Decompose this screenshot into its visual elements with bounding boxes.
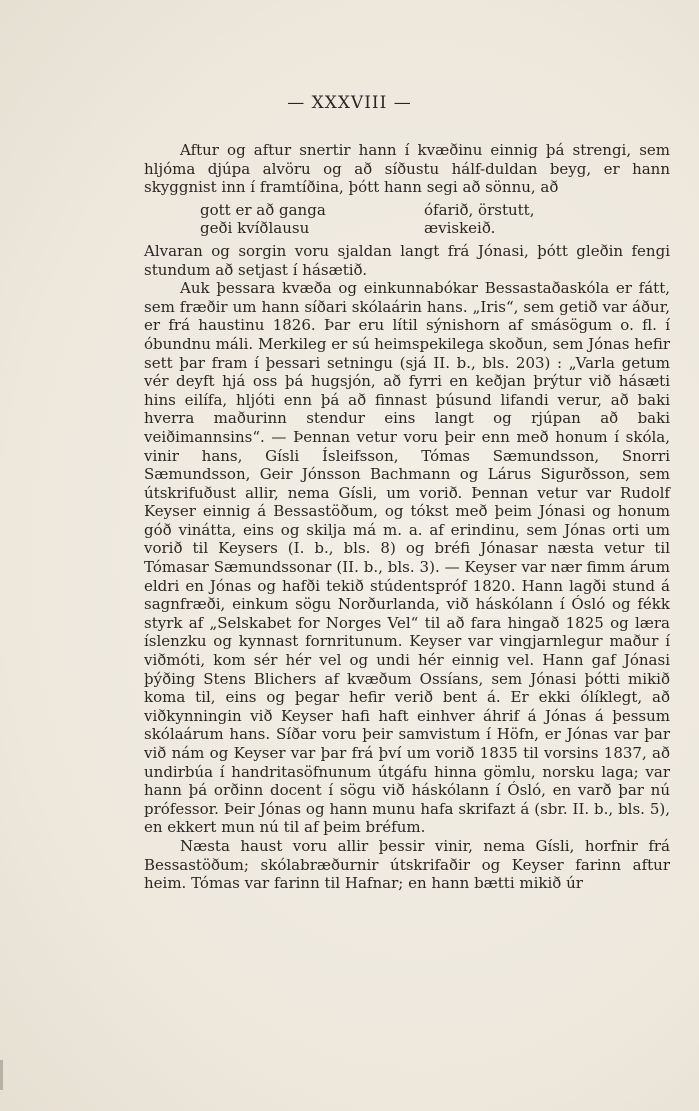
body-text — [144, 141, 670, 893]
page-header: — XXXVIII — — [287, 93, 412, 113]
paragraph-keyser: Auk þessara kvæða og einkunnabókar Bessastaðaskóla er fátt, sem fræðir um hann síðari skólaárin hans. „Iris“, sem getið var áður, er frá haustinu 1826. Þar eru lítil sýnishorn af smásögum o. fl. í óbundnu máli. Merkileg er sú heimspekilega skoðun, sem Jónas hefir sett þar fram í þessari setningu (sjá II. b., bls. 203) : „Varla getum vér deyft hjá oss þá hugsjón, að fyrri en keðjan þrýtur við hásæti hins eilífa, hljóti enn þá að finnast þúsund lifandi verur, að baki hverra maðurinn stendur eins langt og rjúpan að baki veiðimannsins“. — Þennan vetur voru þeir enn með honum í skóla, vinir hans, Gísli Ísleifsson, Tómas Sæmundsson, Snorri Sæmundsson, Geir Jónsson Bachmann og Lárus Sigurðsson, sem útskrifuðust allir, nema Gísli, um vorið. Þennan vetur var Rudolf Keyser einnig á Bessastöðum, og tókst með þeim Jónasi og honum góð vinátta, eins og skilja má m. a. af erindinu, sem Jónas orti um vorið til Keysers (I. b., bls. 8) og bréfi Jónasar næsta vetur til Tómasar Sæmundssonar (II. b., bls. 3). — Keyser var nær fimm árum eldri en Jónas og hafði tekið stúdentspróf 1820. Hann lagði stund á sagnfræði, einkum sögu Norðurlanda, við háskólann í Ósló og fékk styrk af „Selskabet for Norges Vel“ til að fara hingað 1825 og læra íslenzku og kynnast fornritunum. Keyser var vingjarnlegur maður í viðmóti, kom sér hér vel og undi hér einnig vel. Hann gaf Jónasi þýðing Stens Blichers af kvæðum Ossíans, sem Jónasi þótti mikið koma til, eins og þegar hefir verið bent á. Er ekki ólíklegt, að viðkynningin við Keyser hafi haft einhver áhrif á Jónas á þessum skólaárum hans. Síðar voru þeir samvistum í Höfn, er Jónas var þar við nám og Keyser var þar frá því um vorið 1835 til vorsins 1837, að undirbúa í handritasöfnunum útgáfu hinna gömlu, norsku laga; var hann þá orðinn docent í sögu við háskólann í Ósló, en varð þar nú prófessor. Þeir Jónas og hann munu hafa skrifazt á (sbr. II. b., bls. 5), en ekkert mun nú til af þeim bréfum. — [144, 279, 670, 837]
verse-left-line-2: geði kvíðlausu — [200, 219, 310, 238]
verse-quote — [200, 201, 670, 238]
verse-left-line-1: gott er að ganga — [200, 200, 326, 219]
paragraph-alvaran: Alvaran og sorgin voru sjaldan langt frá Jónasi, þótt gleðin fengi stundum að setjast í hásætið. — [144, 241, 670, 279]
page-edge-mark — [0, 1060, 3, 1090]
verse-right-line-2: æviskeið. — [424, 219, 496, 238]
paragraph-naesta-haust: Næsta haust voru allir þessir vinir, nema Gísli, horfnir frá Bessastöðum; skólabræðurnir útskrifaðir og Keyser farinn aftur heim. Tómas var farinn til Hafnar; en hann bætti mikið úr — [144, 836, 670, 893]
verse-right-line-1: ófarið, örstutt, — [424, 200, 535, 219]
paragraph-intro: Aftur og aftur snertir hann í kvæðinu einnig þá strengi, sem hljóma djúpa alvöru og að síðustu hálf-duldan beyg, er hann skyggnist inn í framtíðina, þótt hann segi að sönnu, að — [144, 141, 670, 197]
